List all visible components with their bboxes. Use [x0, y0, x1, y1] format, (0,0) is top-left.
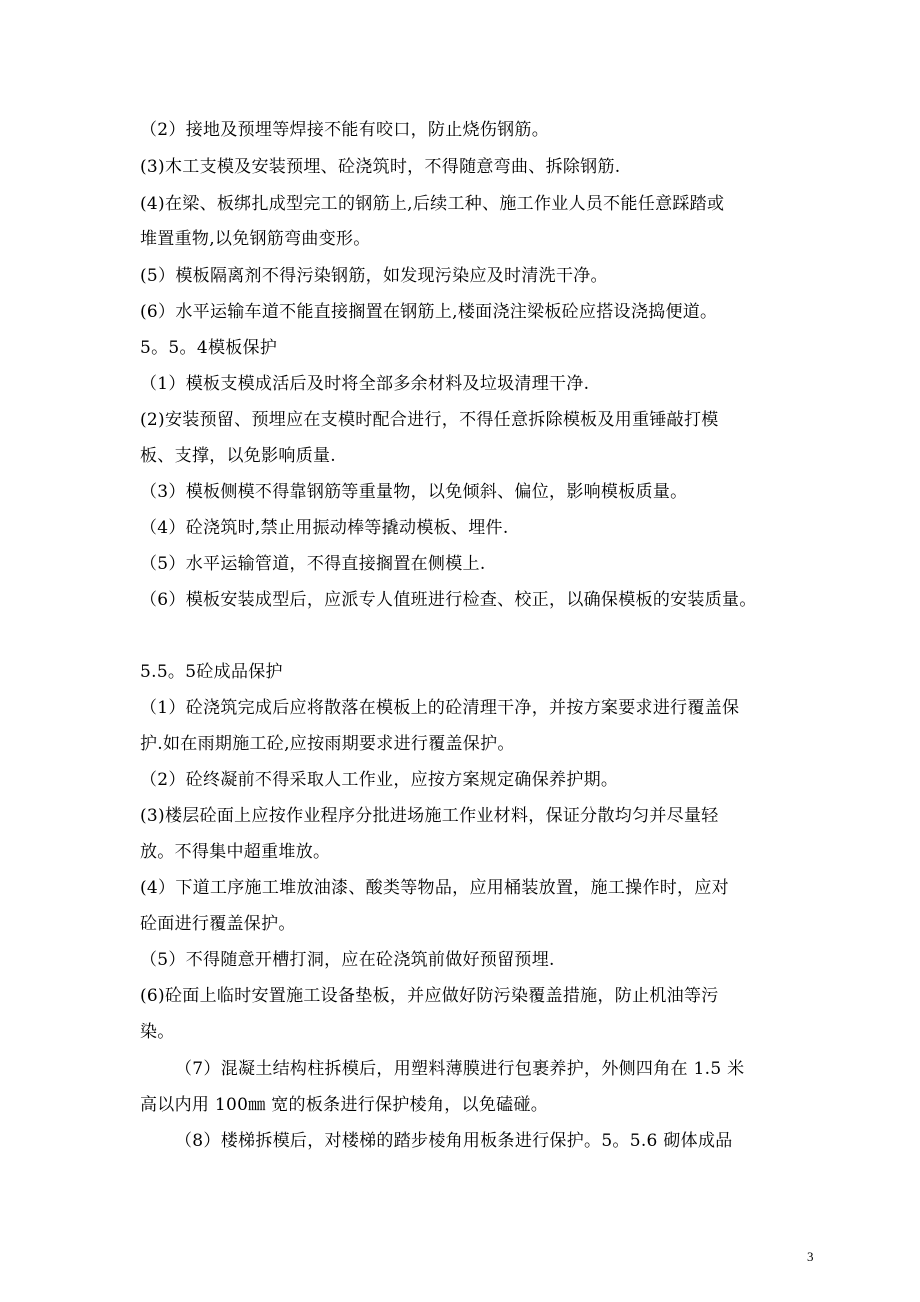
- text-line: （2）砼终凝前不得采取人工作业，应按方案规定确保养护期。: [140, 770, 619, 790]
- text-line: （7）混凝土结构柱拆模后，用塑料薄膜进行包裹养护，外侧四角在 1.5 米: [175, 1059, 745, 1079]
- section-heading: 5.5。5砼成品保护: [140, 662, 283, 682]
- text-line: 板、支撑，以免影响质量.: [140, 446, 337, 466]
- text-line: (3)木工支模及安装预埋、砼浇筑时，不得随意弯曲、拆除钢筋.: [140, 157, 621, 177]
- section-heading: 5。5。4模板保护: [140, 338, 278, 358]
- text-line: 堆置重物,以免钢筋弯曲变形。: [140, 229, 371, 249]
- text-line: (6）水平运输车道不能直接搁置在钢筋上,楼面浇注梁板砼应搭设浇捣便道。: [140, 302, 718, 322]
- text-line: (4）下道工序施工堆放油漆、酸类等物品，应用桶装放置，施工操作时，应对: [140, 878, 729, 898]
- text-line: (3)楼层砼面上应按作业程序分批进场施工作业材料，保证分散均匀并尽量轻: [140, 806, 719, 826]
- text-line: （8）楼梯拆模后，对楼梯的踏步棱角用板条进行保护。5。5.6 砌体成品: [175, 1131, 733, 1151]
- text-line: 护.如在雨期施工砼,应按雨期要求进行覆盖保护。: [140, 734, 515, 754]
- text-line: （3）模板侧模不得靠钢筋等重量物，以免倾斜、偏位，影响模板质量。: [140, 482, 688, 502]
- text-line: （5）水平运输管道，不得直接搁置在侧模上.: [140, 554, 486, 574]
- text-line: （5）不得随意开槽打洞，应在砼浇筑前做好预留预埋.: [140, 950, 555, 970]
- text-line: (2)安装预留、预埋应在支模时配合进行，不得任意拆除模板及用重锤敲打模: [140, 410, 719, 430]
- text-line: (6)砼面上临时安置施工设备垫板，并应做好防污染覆盖措施，防止机油等污: [140, 986, 719, 1006]
- text-line: （1）模板支模成活后及时将全部多余材料及垃圾清理干净.: [140, 374, 590, 394]
- text-line: 砼面进行覆盖保护。: [140, 914, 296, 934]
- text-line: （4）砼浇筑时,禁止用振动棒等撬动模板、埋件.: [140, 518, 509, 538]
- text-line: 放。不得集中超重堆放。: [140, 842, 331, 862]
- text-line: (5）模板隔离剂不得污染钢筋，如发现污染应及时清洗干净。: [140, 266, 608, 286]
- text-line: （6）模板安装成型后，应派专人值班进行检查、校正，以确保模板的安装质量。: [140, 590, 757, 610]
- text-line: （2）接地及预埋等焊接不能有咬口，防止烧伤钢筋。: [140, 120, 550, 140]
- text-line: （1）砼浇筑完成后应将散落在模板上的砼清理干净，并按方案要求进行覆盖保: [140, 698, 740, 718]
- text-line: 高以内用 100㎜ 宽的板条进行保护棱角，以免磕碰。: [140, 1095, 549, 1115]
- text-line: (4)在梁、板绑扎成型完工的钢筋上,后续工种、施工作业人员不能任意踩踏或: [140, 194, 725, 214]
- page-number: 3: [807, 1249, 814, 1264]
- text-line: 染。: [140, 1022, 175, 1042]
